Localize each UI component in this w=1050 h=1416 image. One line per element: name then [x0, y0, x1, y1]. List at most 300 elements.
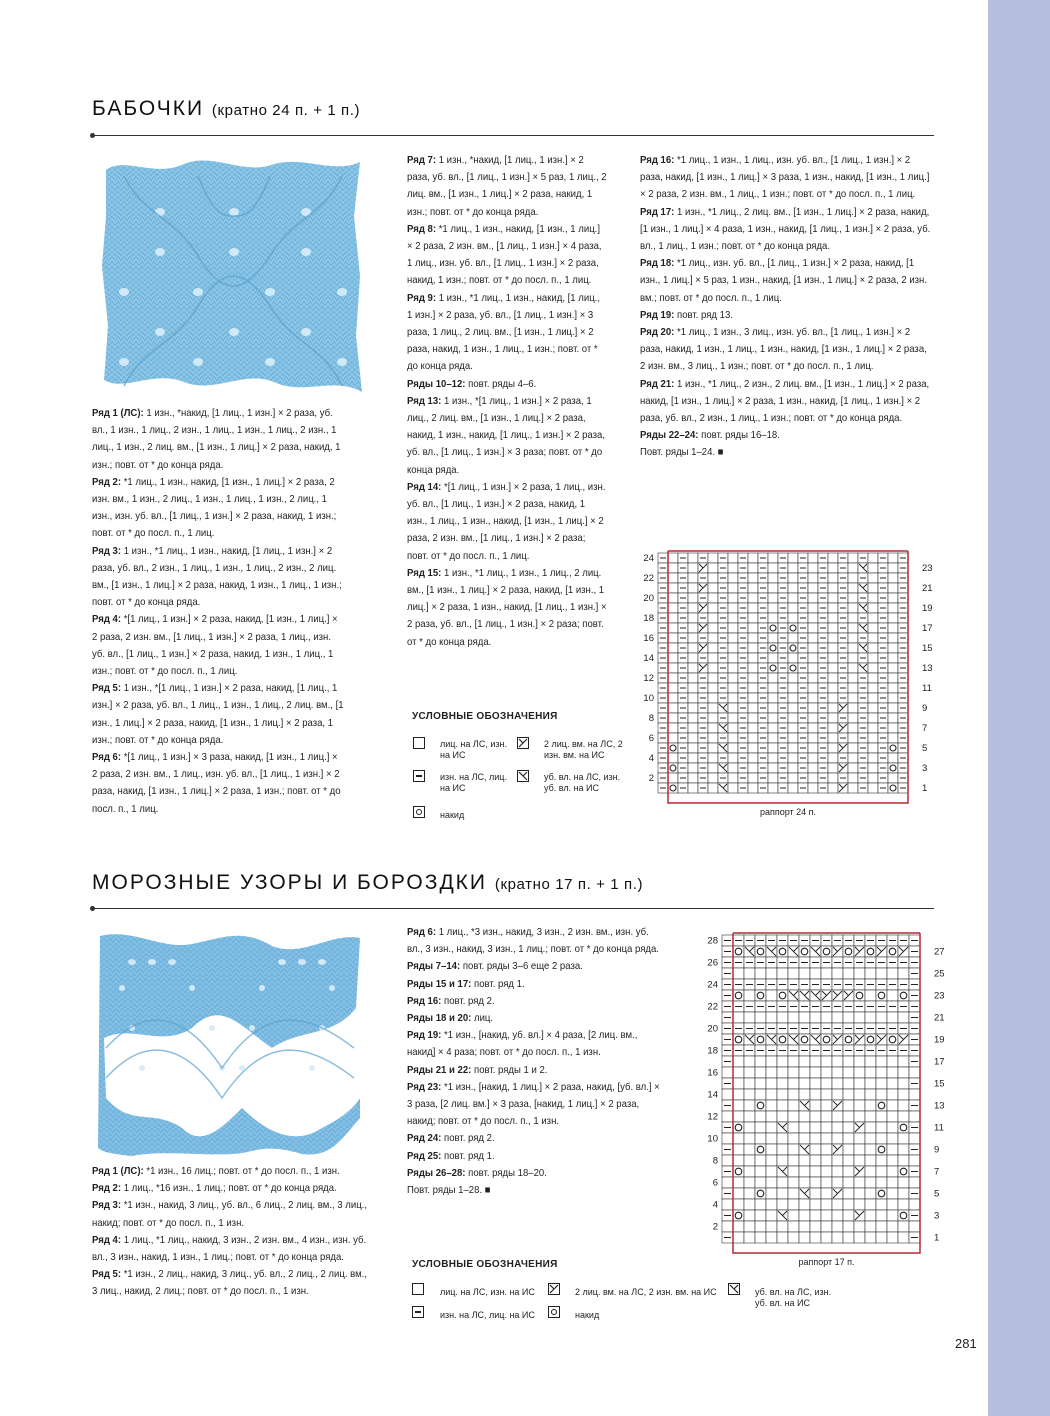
chart-cell	[821, 1078, 832, 1089]
chart-cell	[876, 1221, 887, 1232]
chart-cell	[755, 1221, 766, 1232]
chart-cell	[854, 1144, 865, 1155]
instruction-row: Ряд 5: 1 изн., *[1 лиц., 1 изн.] × 2 раза, накид, [1 лиц., 1 изн.] × 2 раза, уб. вл., 1 лиц., 1 изн., 1 лиц., 2 лиц. вм., [1 изн., 1 лиц.] × 2 раза, накид, [1 изн., 1 лиц.] × 2 раза, 1 изн.; повт. от * до конца ряда.	[92, 683, 344, 746]
chart-cell	[688, 573, 698, 583]
knitting-chart-butterflies	[635, 545, 940, 820]
instruction-row: Ряд 16: *1 лиц., 1 изн., 1 лиц., изн. уб. вл., [1 лиц., 1 изн.] × 2 раза, накид, [1 изн., 1 лиц.] × 3 раза, 1 изн., накид, [1 изн., 1 лиц.] × 2 раза, 2 изн. вм., 1 лиц., 1 изн.; повт. от * до посл. п., 1 лиц.	[640, 155, 930, 201]
chart-cell	[768, 753, 778, 763]
purl-symbol	[412, 1306, 424, 1318]
chart-cell	[708, 603, 718, 613]
chart-cell	[788, 683, 798, 693]
chart-cell	[688, 623, 698, 633]
chart-cell	[766, 968, 777, 979]
chart-cell	[810, 1166, 821, 1177]
chart-cell	[799, 1210, 810, 1221]
chart-cell	[848, 613, 858, 623]
chart-cell	[888, 573, 898, 583]
chart-cell	[733, 1133, 744, 1144]
row-number: 19	[922, 603, 933, 614]
chart-cell	[688, 653, 698, 663]
chart-cell	[728, 753, 738, 763]
chart-cell	[808, 623, 818, 633]
chart-cell	[828, 553, 838, 563]
chart-cell	[755, 1012, 766, 1023]
chart-cell	[733, 1155, 744, 1166]
row-number: 6	[712, 1177, 718, 1189]
chart-cell	[688, 713, 698, 723]
chart-cell	[848, 673, 858, 683]
chart-cell	[865, 1155, 876, 1166]
chart-cell	[832, 1089, 843, 1100]
page-edge-tab	[988, 0, 1050, 1416]
chart-cell	[854, 1188, 865, 1199]
chart-cell	[865, 1100, 876, 1111]
chart-cell	[810, 1232, 821, 1243]
chart-cell	[810, 1133, 821, 1144]
chart-cell	[768, 613, 778, 623]
chart-cell	[748, 743, 758, 753]
chart-cell	[777, 1188, 788, 1199]
chart-cell	[788, 583, 798, 593]
instruction-row: Повт. ряды 1–28. ■	[407, 1185, 491, 1197]
chart-cell	[788, 553, 798, 563]
instruction-row: Ряд 8: *1 лиц., 1 изн., накид, [1 изн., 1 лиц.] × 2 раза, 2 изн. вм., [1 лиц., 1 изн.] × 4 раза, 1 лиц., изн. уб. вл., [1 лиц., 1 изн.] × 2 раза, накид, 1 изн.; повт. от * до посл. п., 1 лиц.	[407, 223, 602, 287]
instruction-row: Ряд 2: *1 лиц., 1 изн., накид, [1 изн., 1 лиц.] × 2 раза, 2 изн. вм., 1 изн., 2 лиц., 1 изн., 1 лиц., 1 изн., 2 лиц., 1 изн., изн. уб. вл., [1 лиц., 1 изн.] × 2 раза, накид, 1 изн.; повт. от * до посл. п., 1 лиц.	[92, 476, 337, 540]
chart-cell	[887, 1089, 898, 1100]
chart-cell	[887, 1067, 898, 1078]
chart-cell	[821, 1056, 832, 1067]
chart-cell	[788, 1210, 799, 1221]
chart-cell	[887, 1133, 898, 1144]
row-number: 17	[922, 623, 933, 634]
chart-cell	[708, 643, 718, 653]
chart-cell	[722, 1155, 733, 1166]
instruction-row: Ряды 26–28: повт. ряды 18–20.	[407, 1167, 547, 1179]
chart-cell	[708, 553, 718, 563]
chart-cell	[766, 1078, 777, 1089]
chart-cell	[828, 623, 838, 633]
chart-cell	[843, 1210, 854, 1221]
chart-cell	[808, 763, 818, 773]
chart-cell	[868, 583, 878, 593]
instruction-row: Ряд 14: *[1 лиц., 1 изн.] × 2 раза, 1 лиц., изн. уб. вл., [1 лиц., 1 изн.] × 2 раза, накид, 1 изн., 1 лиц., 1 изн., накид, [1 изн., 1 лиц.] × 2 раза, 2 изн. вм., [1 лиц., 1 изн.] × 2 раза; повт. от * до посл. п., 1 лиц.	[407, 481, 606, 562]
chart-cell	[766, 1067, 777, 1078]
legend-ssk: уб. вл. на ЛС, изн. уб. вл. на ИС	[544, 772, 621, 793]
chart-cell	[788, 1078, 799, 1089]
chart-cell	[799, 1221, 810, 1232]
chart-cell	[810, 1078, 821, 1089]
chart-cell	[828, 693, 838, 703]
chart-cell	[688, 593, 698, 603]
chart-cell	[766, 1166, 777, 1177]
chart-cell	[821, 1012, 832, 1023]
chart-cell	[728, 643, 738, 653]
chart-cell	[766, 1122, 777, 1133]
chart-cell	[768, 763, 778, 773]
chart-cell	[821, 1221, 832, 1232]
chart-cell	[748, 633, 758, 643]
chart-cell	[868, 673, 878, 683]
chart-cell	[768, 673, 778, 683]
row-number: 10	[643, 693, 654, 704]
chart-cell	[728, 633, 738, 643]
chart-cell	[688, 703, 698, 713]
chart-cell	[828, 753, 838, 763]
chart-cell	[843, 1056, 854, 1067]
chart-cell	[810, 1210, 821, 1221]
instruction-row: Ряд 4: *[1 лиц., 1 изн.] × 2 раза, накид, [1 изн., 1 лиц.] × 2 раза, 2 изн. вм., [1 лиц., 1 изн.] × 2 раза, 1 лиц., изн. уб. вл., [1 лиц., 1 изн.] × 2 раза, накид, 1 изн., 1 лиц., 1 изн.; повт. от * до посл. п., 1 лиц.	[92, 614, 338, 678]
chart-cell	[788, 1177, 799, 1188]
row-number: 2	[712, 1221, 718, 1233]
chart-cell	[832, 1221, 843, 1232]
chart-cell	[808, 773, 818, 783]
chart-cell	[843, 1012, 854, 1023]
row-number: 8	[712, 1155, 718, 1167]
chart-cell	[788, 563, 798, 573]
chart-cell	[766, 1232, 777, 1243]
row-number: 22	[643, 573, 654, 584]
knit-symbol	[412, 1283, 424, 1295]
chart-cell	[854, 1012, 865, 1023]
chart-cell	[876, 968, 887, 979]
k2tog-symbol	[517, 737, 529, 749]
chart-cell	[768, 723, 778, 733]
chart-cell	[788, 1221, 799, 1232]
chart-cell	[868, 633, 878, 643]
row-number: 9	[934, 1144, 940, 1156]
chart-cell	[887, 1078, 898, 1089]
chart-cell	[865, 1133, 876, 1144]
chart-cell	[788, 703, 798, 713]
yo-symbol	[413, 806, 425, 818]
chart-cell	[799, 1199, 810, 1210]
chart-cell	[848, 663, 858, 673]
chart-cell	[744, 1100, 755, 1111]
row-number: 12	[707, 1111, 718, 1123]
swatch-photo-butterflies	[94, 156, 370, 400]
chart-cell	[766, 1144, 777, 1155]
chart-cell	[708, 663, 718, 673]
chart-cell	[868, 753, 878, 763]
chart-cell	[832, 1078, 843, 1089]
row-number: 19	[934, 1034, 945, 1046]
chart-cell	[708, 763, 718, 773]
chart-cell	[848, 723, 858, 733]
chart-cell	[788, 733, 798, 743]
chart-cell	[688, 553, 698, 563]
chart-cell	[777, 1012, 788, 1023]
chart-cell	[688, 663, 698, 673]
chart-cell	[848, 573, 858, 583]
instruction-row: Ряды 21 и 22: повт. ряды 1 и 2.	[407, 1064, 548, 1076]
chart-cell	[799, 1177, 810, 1188]
chart-cell	[728, 743, 738, 753]
chart-cell	[888, 673, 898, 683]
chart-cell	[755, 1199, 766, 1210]
chart-cell	[887, 1221, 898, 1232]
chart-cell	[832, 1067, 843, 1078]
instruction-row: Ряд 9: 1 изн., *1 лиц., 1 изн., накид, [1 лиц., 1 изн.] × 2 раза, уб. вл., [1 лиц., 1 изн.] × 3 раза, 1 лиц., 2 лиц. вм., [1 изн., 1 лиц.] × 2 раза, накид, 1 изн., 1 лиц., 1 изн.; повт. от * до конца ряда.	[407, 292, 600, 373]
chart-cell	[888, 613, 898, 623]
chart-cell	[854, 1199, 865, 1210]
chart-cell	[766, 1056, 777, 1067]
row-number: 7	[922, 723, 928, 734]
instruction-row: Ряд 2: 1 лиц., *16 изн., 1 лиц.; повт. от * до конца ряда.	[92, 1183, 337, 1195]
chart-cell	[828, 743, 838, 753]
chart-cell	[768, 683, 778, 693]
chart-cell	[708, 683, 718, 693]
chart-cell	[848, 593, 858, 603]
chart-cell	[768, 553, 778, 563]
chart-cell	[888, 633, 898, 643]
chart-cell	[728, 603, 738, 613]
chart-cell	[733, 1089, 744, 1100]
row-number: 5	[934, 1188, 940, 1200]
chart-cell	[810, 1221, 821, 1232]
chart-cell	[722, 1067, 733, 1078]
chart-cell	[708, 753, 718, 763]
chart-cell	[808, 563, 818, 573]
chart-cell	[843, 1188, 854, 1199]
chart-cell	[854, 1133, 865, 1144]
instruction-row: Ряд 19: повт. ряд 13.	[640, 309, 733, 321]
chart-cell	[744, 1078, 755, 1089]
chart-cell	[688, 773, 698, 783]
chart-cell	[688, 743, 698, 753]
row-number: 16	[707, 1067, 718, 1079]
chart-cell	[748, 583, 758, 593]
row-number: 27	[934, 946, 945, 958]
chart-cell	[808, 693, 818, 703]
chart-cell	[722, 1199, 733, 1210]
chart-cell	[865, 1056, 876, 1067]
chart-cell	[766, 1111, 777, 1122]
chart-cell	[848, 743, 858, 753]
chart-cell	[788, 693, 798, 703]
row-number: 23	[934, 990, 945, 1002]
chart-cell	[843, 1089, 854, 1100]
chart-cell	[843, 1177, 854, 1188]
chart-cell	[868, 603, 878, 613]
chart-cell	[876, 1155, 887, 1166]
chart-cell	[668, 703, 678, 713]
chart-cell	[821, 1210, 832, 1221]
chart-cell	[788, 1067, 799, 1078]
chart-cell	[832, 1210, 843, 1221]
chart-cell	[865, 990, 876, 1001]
chart-cell	[668, 573, 678, 583]
chart-cell	[744, 990, 755, 1001]
legend-knit: лиц. на ЛС, изн. на ИС	[440, 1287, 535, 1297]
chart-cell	[876, 1232, 887, 1243]
chart-cell	[777, 968, 788, 979]
instruction-row: Ряд 1 (ЛС): *1 изн., 16 лиц.; повт. от * до посл. п., 1 изн.	[92, 1166, 340, 1177]
chart-cell	[768, 773, 778, 783]
chart-cell	[887, 1056, 898, 1067]
chart-cell	[876, 1166, 887, 1177]
chart-cell	[808, 613, 818, 623]
chart-cell	[828, 683, 838, 693]
chart-cell	[728, 713, 738, 723]
chart-cell	[810, 1056, 821, 1067]
chart-cell	[828, 583, 838, 593]
instructions-col-3	[640, 152, 933, 462]
row-number: 12	[643, 673, 654, 684]
chart-cell	[733, 1177, 744, 1188]
chart-cell	[755, 1111, 766, 1122]
chart-cell	[843, 1232, 854, 1243]
chart-cell	[748, 563, 758, 573]
chart-cell	[832, 968, 843, 979]
chart-cell	[728, 773, 738, 783]
chart-cell	[748, 553, 758, 563]
chart-cell	[843, 1221, 854, 1232]
instruction-row: Ряд 21: 1 изн., *1 лиц., 2 изн., 2 лиц. вм., [1 изн., 1 лиц.] × 2 раза, накид, [1 изн., 1 лиц.] × 2 раза, 1 изн., накид, [1 лиц., 1 изн.] × 2 раза, уб. вл., 2 изн., 1 лиц., 1 изн.; повт. от * до конца ряда.	[640, 378, 930, 425]
chart-cell	[768, 733, 778, 743]
chart-cell	[876, 1133, 887, 1144]
chart-cell	[722, 1177, 733, 1188]
chart-cell	[810, 1100, 821, 1111]
chart-cell	[832, 1199, 843, 1210]
instruction-row: Ряды 18 и 20: лиц.	[407, 1013, 494, 1025]
chart-cell	[898, 1100, 909, 1111]
section-title-frost: МОРОЗНЫЕ УЗОРЫ И БОРОЗДКИ (кратно 17 п. + 1 п.)	[92, 871, 644, 894]
chart-cell	[688, 643, 698, 653]
chart-cell	[868, 593, 878, 603]
row-number: 14	[643, 653, 654, 664]
chart-cell	[868, 663, 878, 673]
chart-cell	[748, 703, 758, 713]
chart-cell	[868, 703, 878, 713]
row-number: 15	[934, 1078, 945, 1090]
chart-cell	[755, 1056, 766, 1067]
chart-cell	[865, 1067, 876, 1078]
instruction-row: Ряд 3: 1 изн., *1 лиц., 1 изн., накид, [1 лиц., 1 изн.] × 2 раза, уб. вл., 2 изн., 1 лиц., 1 изн., 1 лиц., 2 изн., 2 лиц. вм., [1 изн., 1 лиц.] × 2 раза, накид, 1 изн., 1 лиц., 1 изн.; повт. от * до конца ряда.	[92, 545, 342, 609]
chart-cell	[808, 733, 818, 743]
chart-cell	[688, 733, 698, 743]
chart-cell	[888, 593, 898, 603]
chart-cell	[848, 783, 858, 793]
chart-cell	[888, 773, 898, 783]
chart-cell	[766, 1100, 777, 1111]
chart-cell	[788, 763, 798, 773]
chart-cell	[688, 633, 698, 643]
chart-cell	[848, 713, 858, 723]
chart-cell	[848, 753, 858, 763]
chart-cell	[728, 733, 738, 743]
chart-cell	[868, 683, 878, 693]
chart-cell	[832, 1056, 843, 1067]
chart-cell	[777, 1078, 788, 1089]
row-number: 18	[643, 613, 654, 624]
chart-cell	[808, 783, 818, 793]
chart-cell	[788, 1232, 799, 1243]
instruction-row: Ряд 19: *1 изн., [накид, уб. вл.] × 4 раза, [2 лиц. вм., накид] × 4 раза; повт. от * до посл. п., 1 изн.	[407, 1030, 638, 1059]
chart-cell	[728, 613, 738, 623]
chart-cell	[766, 1133, 777, 1144]
chart-cell	[868, 773, 878, 783]
chart-cell	[843, 1144, 854, 1155]
chart-cell	[733, 1100, 744, 1111]
chart-cell	[808, 573, 818, 583]
chart-cell	[668, 733, 678, 743]
chart-cell	[788, 593, 798, 603]
chart-cell	[868, 723, 878, 733]
chart-cell	[744, 1067, 755, 1078]
instruction-row: Ряд 6: 1 лиц., *3 изн., накид, 3 изн., 2 изн. вм., изн. уб. вл., 3 изн., накид, 3 изн., 1 лиц.; повт. от * до конца ряда.	[407, 927, 659, 956]
chart-cell	[748, 723, 758, 733]
chart-cell	[848, 623, 858, 633]
chart-cell	[808, 583, 818, 593]
chart-cell	[888, 663, 898, 673]
chart-cell	[832, 1133, 843, 1144]
chart-cell	[810, 1188, 821, 1199]
chart-cell	[865, 1078, 876, 1089]
chart-cell	[744, 1122, 755, 1133]
chart-cell	[733, 1232, 744, 1243]
chart-cell	[799, 1166, 810, 1177]
chart-cell	[854, 1232, 865, 1243]
knit-symbol	[413, 737, 425, 749]
chart-cell	[828, 723, 838, 733]
chart-cell	[744, 1133, 755, 1144]
chart-cell	[821, 1144, 832, 1155]
chart-cell	[810, 1122, 821, 1133]
chart-cell	[810, 1067, 821, 1078]
chart-cell	[887, 1144, 898, 1155]
chart-cell	[810, 1155, 821, 1166]
yo-symbol	[548, 1306, 560, 1318]
ssk-symbol	[517, 770, 529, 782]
chart-cell	[843, 968, 854, 979]
chart-cell	[888, 753, 898, 763]
row-number: 20	[643, 593, 654, 604]
chart-cell	[788, 1012, 799, 1023]
row-number: 16	[643, 633, 654, 644]
chart-cell	[854, 1221, 865, 1232]
chart-cell	[868, 613, 878, 623]
chart-cell	[744, 1177, 755, 1188]
chart-cell	[909, 1089, 920, 1100]
chart-cell	[828, 773, 838, 783]
chart-cell	[898, 1056, 909, 1067]
chart-cell	[788, 1089, 799, 1100]
section-rule	[92, 908, 934, 909]
row-number: 20	[707, 1023, 718, 1035]
chart-cell	[898, 1199, 909, 1210]
row-number: 4	[648, 753, 654, 764]
chart-cell	[768, 563, 778, 573]
chart-cell	[688, 683, 698, 693]
chart-cell	[898, 968, 909, 979]
chart-cell	[722, 1133, 733, 1144]
chart-cell	[748, 683, 758, 693]
chart-cell	[810, 1177, 821, 1188]
chart-cell	[799, 1122, 810, 1133]
chart-cell	[848, 703, 858, 713]
chart-cell	[788, 1144, 799, 1155]
chart-cell	[708, 633, 718, 643]
chart-cell	[728, 583, 738, 593]
chart-cell	[848, 563, 858, 573]
chart-cell	[876, 1067, 887, 1078]
chart-cell	[888, 623, 898, 633]
legend-purl: изн. на ЛС, лиц. на ИС	[440, 772, 507, 793]
chart-cell	[848, 653, 858, 663]
row-number: 21	[922, 583, 933, 594]
chart-cell	[888, 703, 898, 713]
chart-cell	[821, 1089, 832, 1100]
